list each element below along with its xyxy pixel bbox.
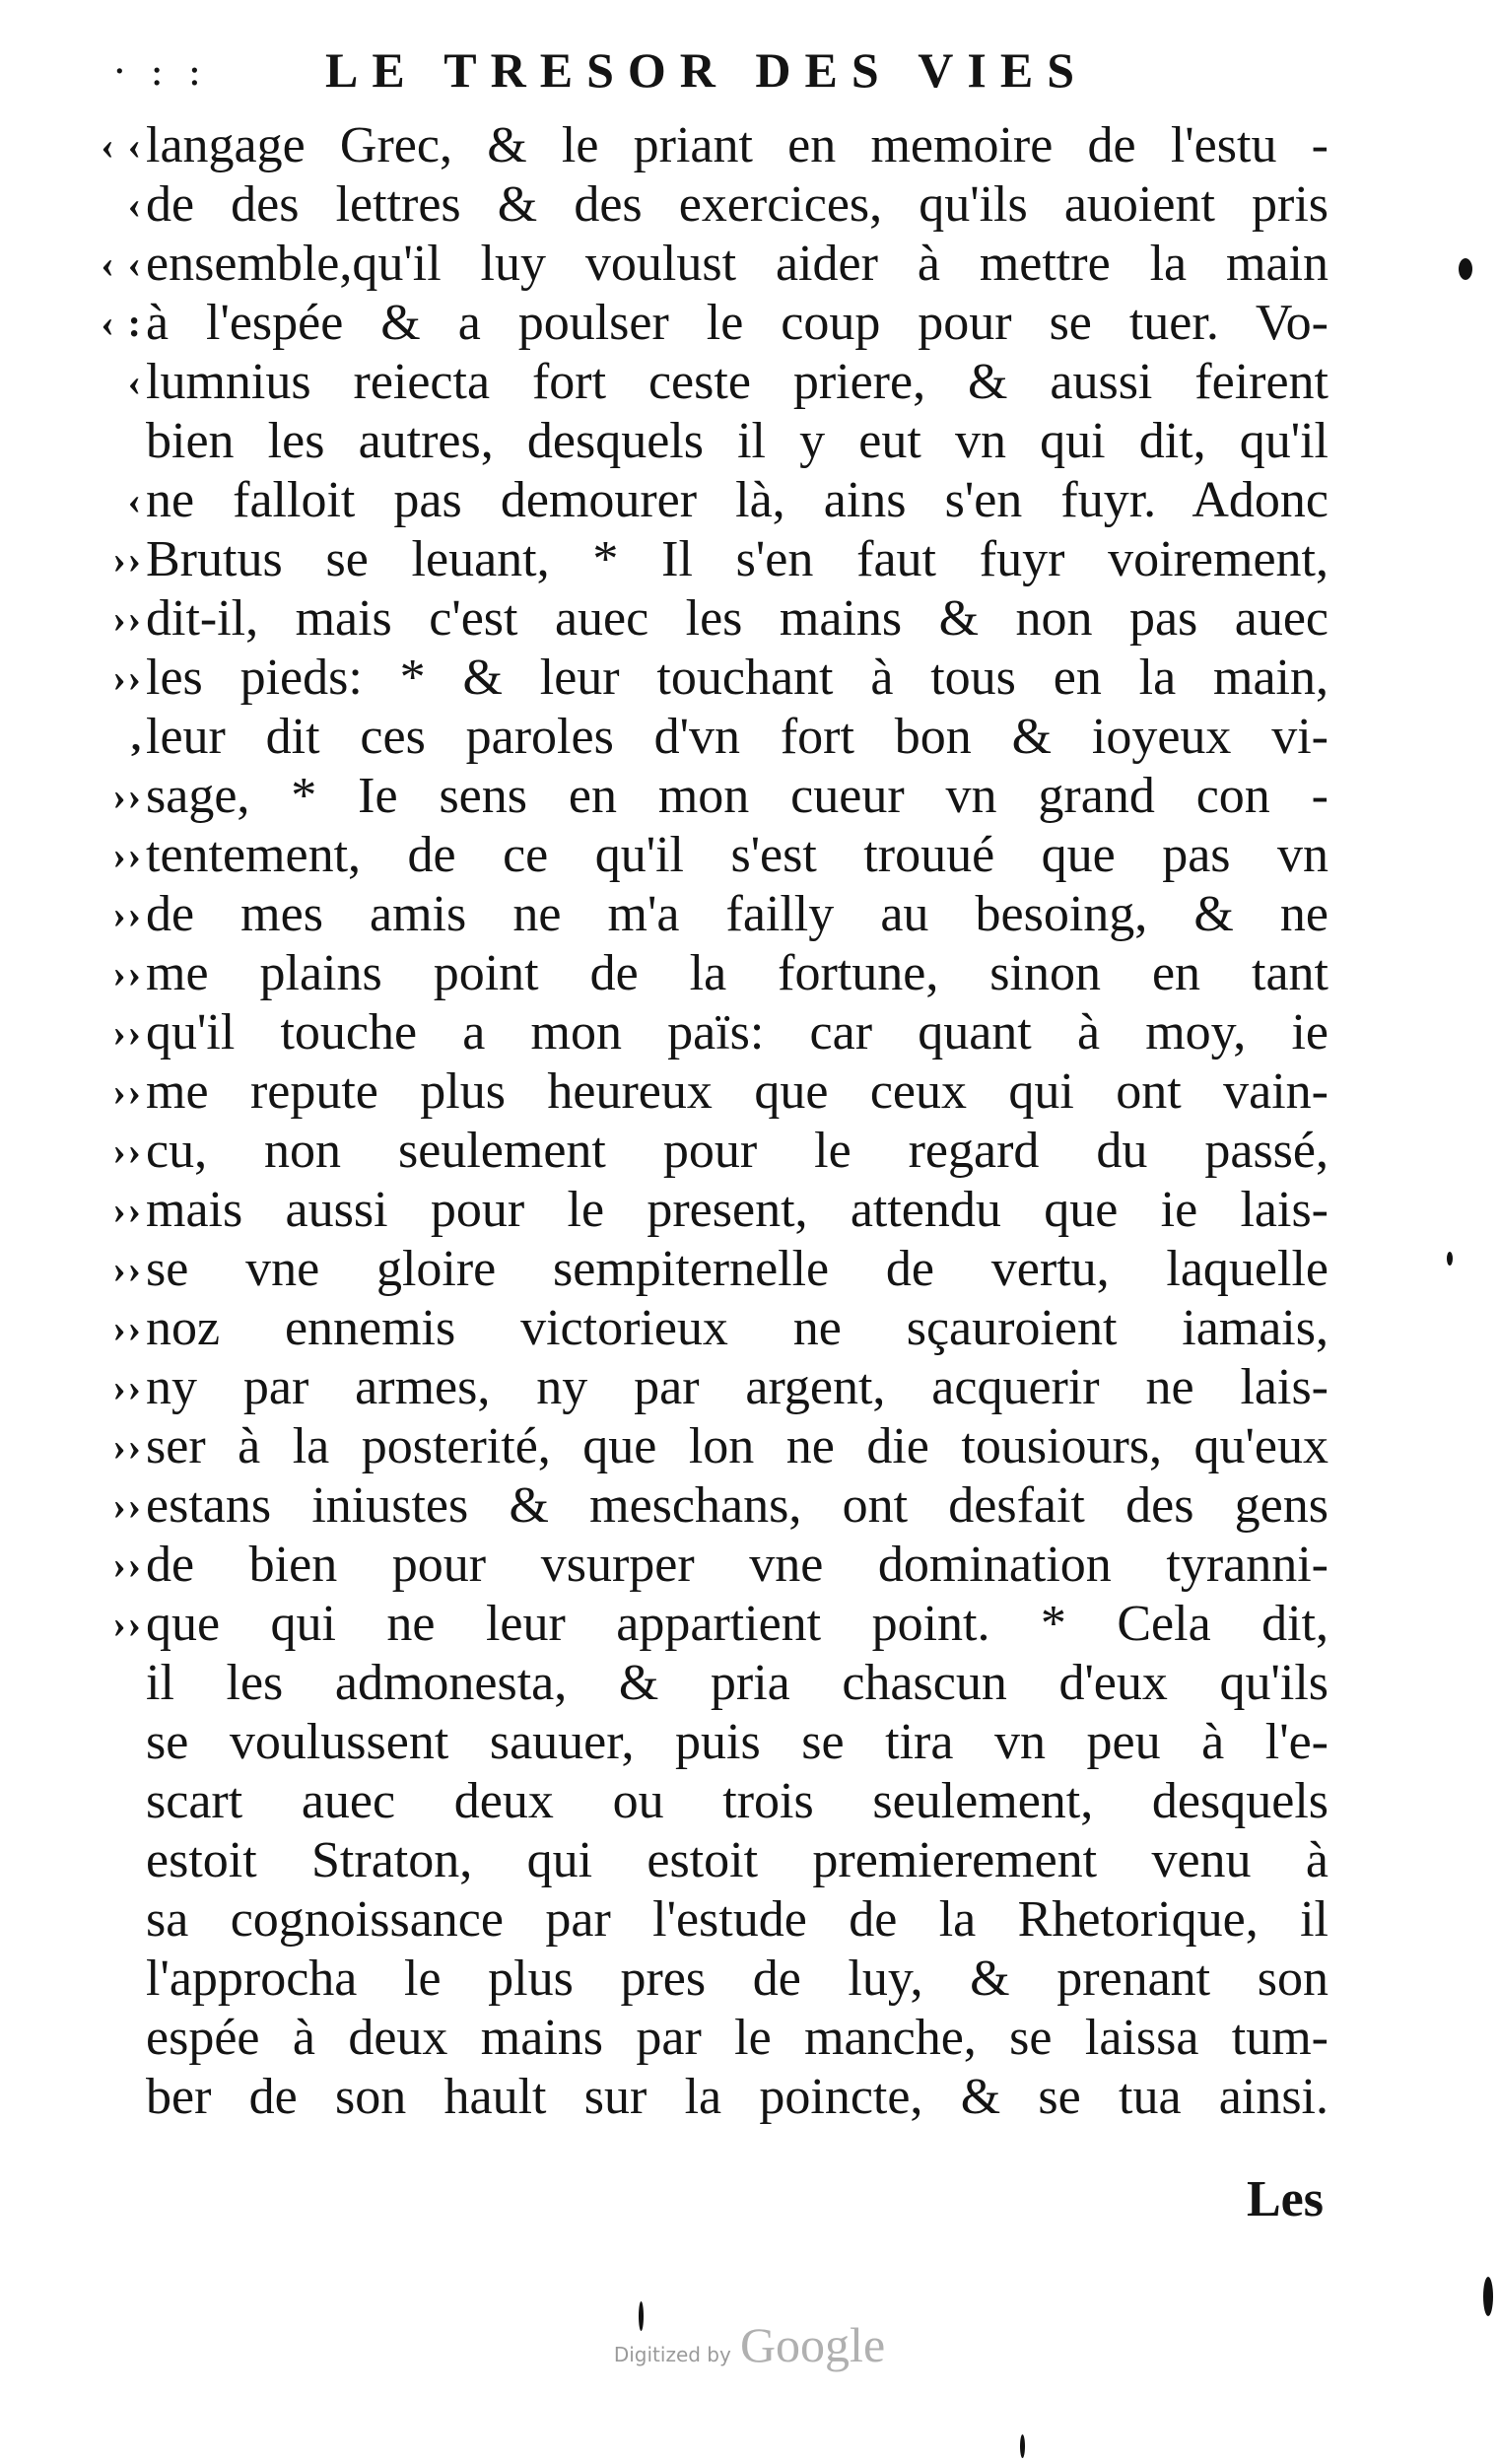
header-marks: · : :: [113, 49, 208, 95]
line-text: ser à la posterité, que lon ne die tousiours, qu'eux: [146, 1418, 1329, 1474]
quote-marker: ‹: [127, 182, 143, 227]
line-text: que qui ne leur appartient point. * Cela dit,: [146, 1596, 1329, 1652]
text-line: [0, 708, 1499, 767]
text-line: [0, 1713, 1499, 1772]
text-line: [0, 2068, 1499, 2127]
text-line: [0, 1950, 1499, 2009]
quote-marker: ››: [112, 1069, 143, 1114]
quote-marker: ‹: [127, 360, 143, 404]
quote-marker: ››: [112, 1483, 143, 1528]
line-text: à l'espée & a poulser le coup pour se tuer. Vo-: [146, 295, 1329, 351]
scan-speck: [1483, 2277, 1493, 2316]
text-line: [0, 1595, 1499, 1654]
google-logo-text: Google: [739, 2317, 886, 2372]
line-text: Brutus se leuant, * Il s'en faut fuyr voirement,: [146, 531, 1329, 587]
text-line: [0, 1772, 1499, 1831]
text-line: [0, 294, 1499, 353]
line-text: leur dit ces paroles d'vn fort bon & ioyeux vi-: [146, 709, 1329, 765]
scan-speck: [1020, 2434, 1025, 2458]
line-text: de bien pour vsurper vne domination tyranni-: [146, 1537, 1329, 1593]
quote-marker: ››: [112, 1542, 143, 1587]
line-text: les pieds: * & leur touchant à tous en la main,: [146, 650, 1329, 706]
text-line: [0, 2009, 1499, 2068]
line-text: scart auec deux ou trois seulement, desquels: [146, 1773, 1329, 1829]
text-line: [0, 116, 1499, 175]
text-line: [0, 767, 1499, 826]
text-line: [0, 1240, 1499, 1299]
text-line: [0, 1299, 1499, 1358]
text-line: [0, 944, 1499, 1003]
text-line: [0, 471, 1499, 530]
line-text: l'approcha le plus pres de luy, & prenant son: [146, 1951, 1329, 2007]
line-text: il les admonesta, & pria chascun d'eux qu'ils: [146, 1655, 1329, 1711]
line-text: se vne gloire sempiternelle de vertu, laquelle: [146, 1241, 1329, 1297]
line-text: noz ennemis victorieux ne sçauroient iamais,: [146, 1300, 1329, 1356]
quote-marker: ››: [112, 833, 143, 877]
line-text: estoit Straton, qui estoit premierement venu à: [146, 1832, 1329, 1888]
text-line: [0, 649, 1499, 708]
quote-marker: ››: [112, 1247, 143, 1291]
line-text: me plains point de la fortune, sinon en tant: [146, 945, 1329, 1001]
text-line: [0, 1654, 1499, 1713]
text-line: [0, 1358, 1499, 1417]
scan-speck: [1459, 258, 1472, 280]
text-line: [0, 175, 1499, 235]
scan-speck: [1447, 1252, 1453, 1266]
line-text: estans iniustes & meschans, ont desfait des gens: [146, 1477, 1329, 1534]
quote-marker: ››: [112, 1306, 143, 1350]
quote-marker: ››: [112, 1424, 143, 1469]
quote-marker: ‹: [127, 478, 143, 522]
quote-marker: ››: [112, 1129, 143, 1173]
quote-marker: ››: [112, 1365, 143, 1409]
line-text: sa cognoissance par l'estude de la Rhetorique, il: [146, 1891, 1329, 1948]
line-text: ber de son hault sur la poincte, & se tua ainsi.: [146, 2069, 1329, 2125]
line-text: lumnius reiecta fort ceste priere, & aussi feirent: [146, 354, 1329, 410]
line-text: langage Grec, & le priant en memoire de l'estu -: [146, 117, 1329, 173]
line-text: cu, non seulement pour le regard du passé,: [146, 1123, 1329, 1179]
running-title: LE TRESOR DES VIES: [325, 42, 1088, 98]
line-text: sage, * Ie sens en mon cueur vn grand con -: [146, 768, 1329, 824]
text-line: [0, 530, 1499, 589]
text-line: [0, 885, 1499, 944]
line-text: ny par armes, ny par argent, acquerir ne lais-: [146, 1359, 1329, 1415]
text-line: [0, 826, 1499, 885]
quote-marker: ››: [112, 1188, 143, 1232]
quote-marker: ‹ ‹: [101, 123, 143, 168]
text-line: [0, 235, 1499, 294]
line-text: se voulussent sauuer, puis se tira vn peu à l'e-: [146, 1714, 1329, 1770]
digitized-footer: [0, 2316, 1499, 2373]
quote-marker: ‹ ‹: [101, 241, 143, 286]
line-text: mais aussi pour le present, attendu que ie lais-: [146, 1182, 1329, 1238]
text-line: [0, 1122, 1499, 1181]
quote-marker: ››: [112, 951, 143, 995]
line-text: qu'il touche a mon païs: car quant à moy, ie: [146, 1004, 1329, 1061]
catchword: Les: [1247, 2171, 1324, 2227]
quote-marker: ››: [112, 892, 143, 936]
text-line: [0, 1062, 1499, 1122]
quote-marker: ,: [131, 715, 143, 759]
quote-marker: ››: [112, 655, 143, 700]
quote-marker: ››: [112, 537, 143, 582]
scan-speck: [639, 2301, 644, 2331]
quote-marker: ››: [112, 1602, 143, 1646]
digitized-label: Digitized by: [613, 2343, 731, 2366]
line-text: me repute plus heureux que ceux qui ont vain-: [146, 1063, 1329, 1120]
text-line: [0, 589, 1499, 649]
text-line: [0, 353, 1499, 412]
line-text: ne falloit pas demourer là, ains s'en fuyr. Adonc: [146, 472, 1329, 528]
text-line: [0, 1476, 1499, 1536]
line-text: espée à deux mains par le manche, se laissa tum-: [146, 2010, 1329, 2066]
line-text: de des lettres & des exercices, qu'ils auoient pris: [146, 176, 1329, 233]
quote-marker: ››: [112, 1010, 143, 1055]
text-line: [0, 1417, 1499, 1476]
text-line: [0, 1536, 1499, 1595]
line-text: bien les autres, desquels il y eut vn qui dit, qu'il: [146, 413, 1329, 469]
text-line: [0, 1831, 1499, 1890]
text-line: [0, 1890, 1499, 1950]
quote-marker: ››: [112, 596, 143, 641]
quote-marker: ››: [112, 774, 143, 818]
line-text: ensemble,qu'il luy voulust aider à mettre la main: [146, 236, 1329, 292]
line-text: dit-il, mais c'est auec les mains & non pas auec: [146, 590, 1329, 647]
line-text: de mes amis ne m'a failly au besoing, & ne: [146, 886, 1329, 942]
text-line: [0, 412, 1499, 471]
text-line: [0, 1003, 1499, 1062]
quote-marker: ‹ :: [101, 301, 143, 345]
text-line: [0, 1181, 1499, 1240]
line-text: tentement, de ce qu'il s'est trouué que pas vn: [146, 827, 1329, 883]
